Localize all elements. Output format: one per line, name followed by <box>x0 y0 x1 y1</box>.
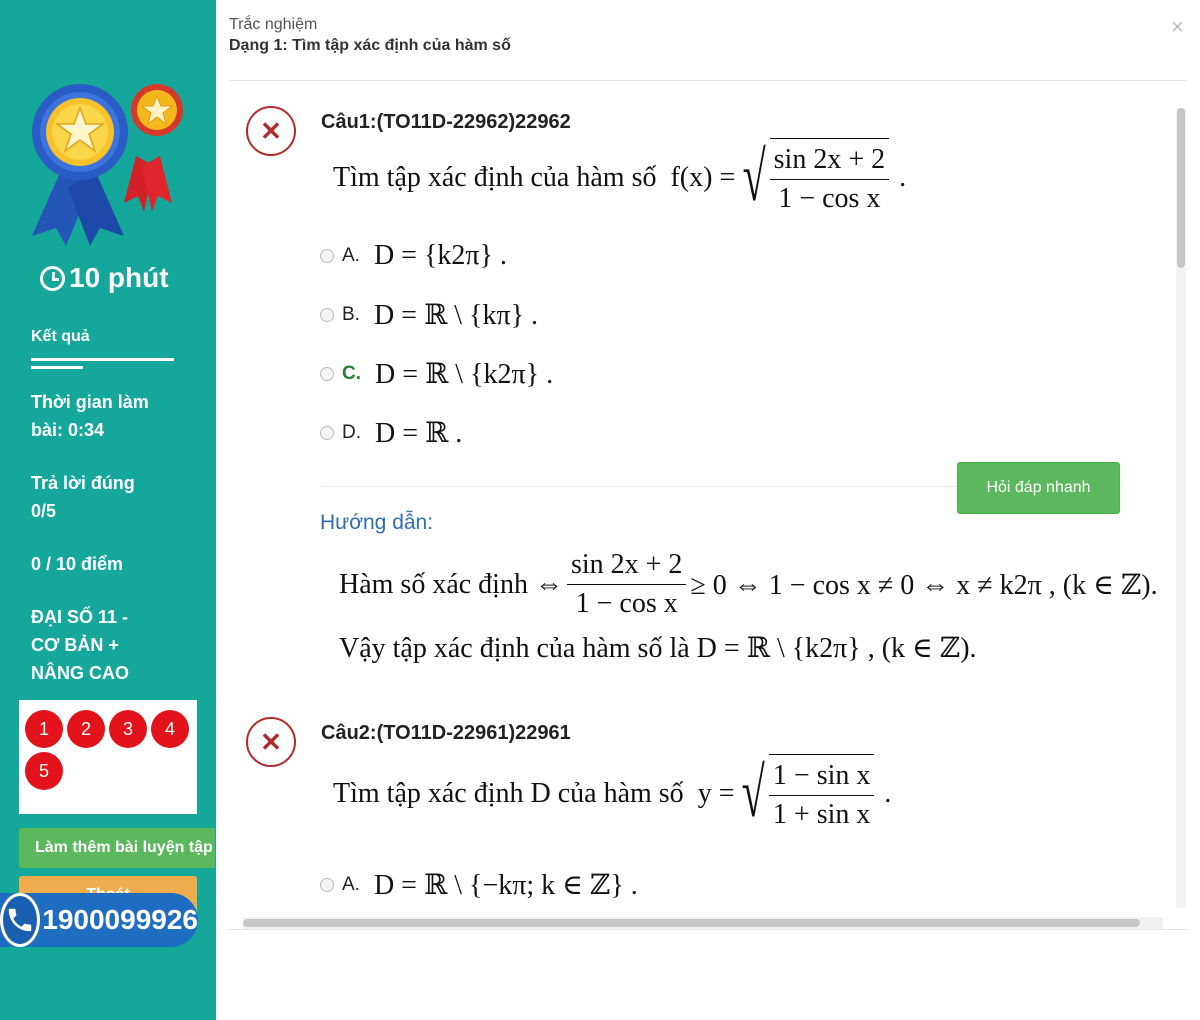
radio-button[interactable] <box>320 308 334 322</box>
scrollbar-thumb[interactable] <box>243 919 1140 927</box>
option-c[interactable]: C. D = ℝ \ {k2π} . <box>320 357 553 391</box>
option-d[interactable]: D. D = ℝ . <box>320 416 462 450</box>
medal-icon <box>24 78 194 248</box>
question-2-prompt: Tìm tập xác định D của hàm số y = √ $\frac{\text{1 − sin x}}{\text{1 + sin x}}$ . <box>333 755 892 832</box>
sqrt-expression: √ $\frac{\sin 2x + 2}{\text{1 − cos x}}$ <box>735 138 893 218</box>
result-divider-short <box>31 366 83 369</box>
hotline-number: 1900099926 <box>42 904 198 935</box>
question-nav-3[interactable]: 3 <box>109 710 147 748</box>
radio-button[interactable] <box>320 426 334 440</box>
hotline-button[interactable] <box>0 893 198 947</box>
quick-ask-button[interactable]: Hỏi đáp nhanh <box>957 462 1120 514</box>
correct-answers: Trả lời đúng 0/5 <box>31 473 135 521</box>
horizontal-scrollbar[interactable] <box>243 917 1163 929</box>
question-1-prompt: Tìm tập xác định của hàm số f(x) = √ $\frac{\sin 2x + 2}{\text{1 − cos x}}$ . <box>333 139 907 216</box>
footer-divider <box>229 929 1187 930</box>
header-divider <box>229 80 1187 81</box>
option-b[interactable]: B. D = ℝ \ {kπ} . <box>320 298 538 332</box>
solution-line-2: Vậy tập xác định của hàm số là D = ℝ \ {k2π} , (k ∈ ℤ). <box>339 633 977 664</box>
timer-value: 10 phút <box>69 262 169 293</box>
radio-button[interactable] <box>320 367 334 381</box>
solution-line-1: Hàm số xác định ⇔ $\frac{\sin 2x + 2}{\text{1 − cos x}}$ ≥ 0 ⇔ 1 − cos x ≠ 0 ⇔ x ≠ k2π , (k ∈ ℤ). <box>339 546 1158 623</box>
scrollbar-thumb[interactable] <box>1177 108 1185 268</box>
option-a[interactable]: A. D = {k2π} . <box>320 240 507 272</box>
clock-icon <box>40 266 65 291</box>
result-label: Kết quả <box>31 328 90 345</box>
vertical-scrollbar[interactable] <box>1176 108 1186 908</box>
sqrt-expression: √ $\frac{\text{1 − sin x}}{\text{1 + sin x}}$ <box>734 754 878 834</box>
phone-icon <box>0 893 40 947</box>
close-icon[interactable]: × <box>1171 14 1184 39</box>
wrong-icon: ✕ <box>246 106 296 156</box>
question-nav-1[interactable]: 1 <box>25 710 63 748</box>
question-1-title: Câu1:(TO11D-22962)22962 <box>321 111 571 133</box>
option-a[interactable]: A. D = ℝ \ {−kπ; k ∈ ℤ} . <box>320 868 638 902</box>
time-spent: Thời gian làm bài: 0:34 <box>31 392 149 440</box>
score: 0 / 10 điểm <box>31 554 124 574</box>
header-subtitle: Trắc nghiệm <box>229 16 318 33</box>
radio-button[interactable] <box>320 878 334 892</box>
result-divider <box>31 358 174 361</box>
header-title: Dạng 1: Tìm tập xác định của hàm số <box>229 37 511 54</box>
question-nav-4[interactable]: 4 <box>151 710 189 748</box>
question-nav-5[interactable]: 5 <box>25 752 63 790</box>
course-name: ĐẠI SỐ 11 - CƠ BẢN + NÂNG CAO <box>31 607 129 683</box>
more-practice-button[interactable]: Làm thêm bài luyện tập <box>19 828 215 868</box>
question-navigator <box>19 700 197 814</box>
sidebar <box>0 0 216 1020</box>
question-nav-2[interactable]: 2 <box>67 710 105 748</box>
radio-button[interactable] <box>320 249 334 263</box>
guide-label: Hướng dẫn: <box>320 511 434 534</box>
timer <box>40 262 169 294</box>
question-list <box>229 82 1187 918</box>
question-2-title: Câu2:(TO11D-22961)22961 <box>321 722 571 744</box>
wrong-icon: ✕ <box>246 717 296 767</box>
